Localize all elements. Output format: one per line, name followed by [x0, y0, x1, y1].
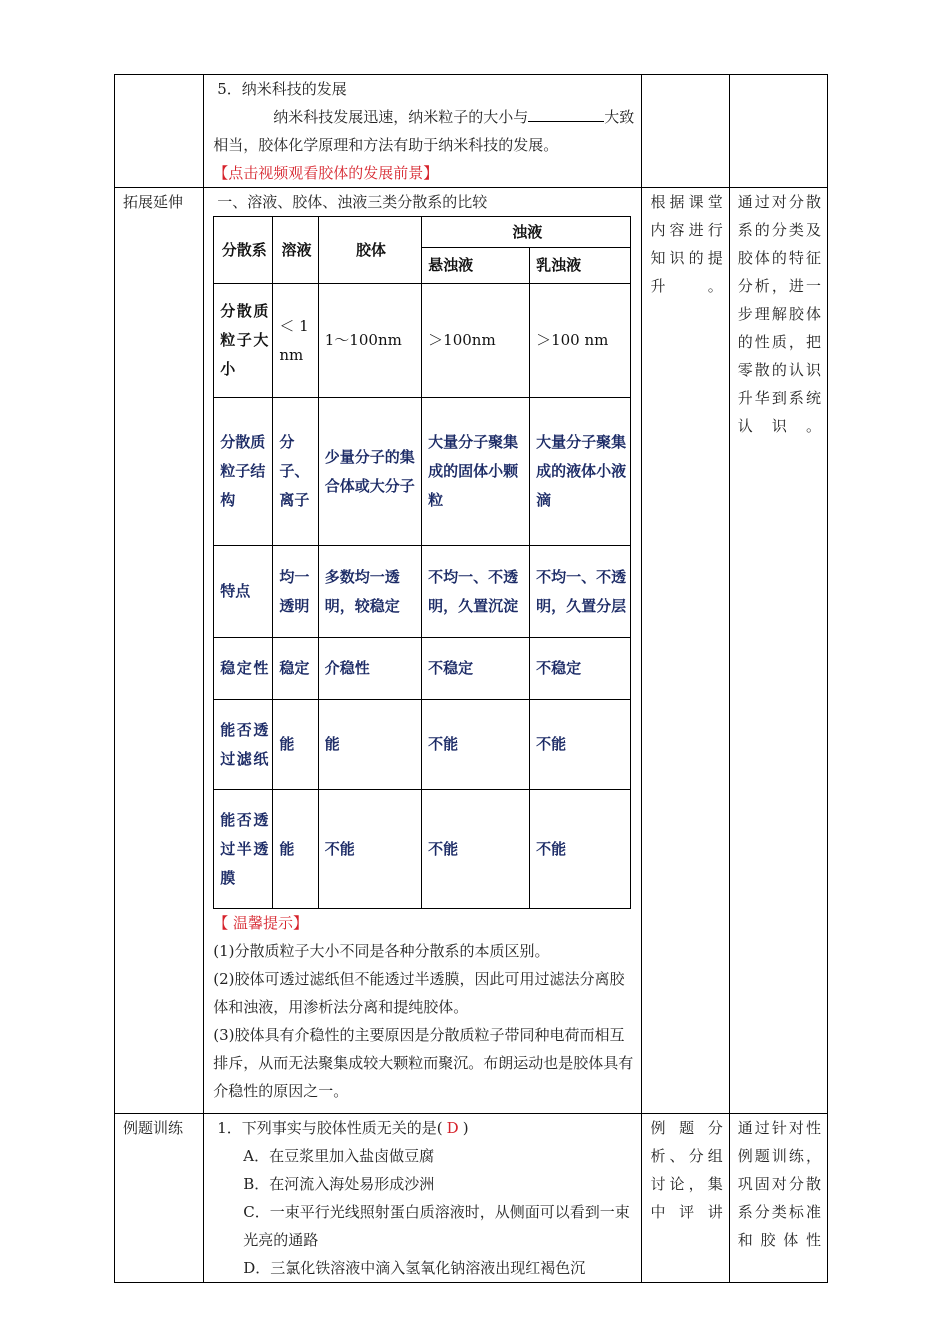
example-question: 1．下列事实与胶体性质无关的是( D ) [217, 1119, 469, 1137]
cell-suspension-size: ＞100nm [422, 284, 530, 398]
video-link[interactable]: 【点击视频观看胶体的发展前景】 [213, 164, 439, 182]
option-b[interactable]: B．在河流入海处易形成沙洲 [243, 1175, 435, 1193]
row-extend-activity: 根据课堂内容进行知识的提升。 [642, 188, 729, 1114]
cell-emulsion-feature: 不均一、不透明，久置分层 [530, 546, 631, 638]
row-example [115, 1114, 828, 1283]
row-nano [115, 75, 828, 188]
cell-colloid-stability: 介稳性 [318, 638, 421, 700]
row-nano-label-cell [115, 75, 204, 188]
row-nano-content [204, 75, 642, 188]
option-c[interactable]: C．一束平行光线照射蛋白质溶液时，从侧面可以看到一束光亮的通路 [243, 1203, 630, 1249]
tip-title: 【 温馨提示】 [213, 914, 309, 932]
lesson-plan-table [114, 74, 828, 1283]
cell-colloid-structure: 少量分子的集合体或大分子 [318, 398, 421, 546]
row-nano-purpose-cell [729, 75, 827, 188]
comparison-table [213, 216, 631, 909]
nano-heading: 5．纳米科技的发展 [217, 80, 347, 98]
row-extend [115, 188, 828, 1114]
cell-colloid-size: 1～100nm [318, 284, 421, 398]
cell-emulsion-membrane: 不能 [530, 790, 631, 909]
cell-solution-structure: 分子、离子 [273, 398, 318, 546]
cell-suspension-structure: 大量分子聚集成的固体小颗粒 [422, 398, 530, 546]
cell-colloid-feature: 多数均一透明，较稳定 [318, 546, 421, 638]
row-label-size: 分散质粒子大小 [214, 284, 273, 398]
header-colloid: 胶体 [318, 217, 421, 284]
header-emulsion: 乳浊液 [530, 248, 631, 284]
tip-2: (2)胶体可透过滤纸但不能透过半透膜，因此可用过滤法分离胶体和浊液，用渗析法分离和提纯胶体。 [213, 970, 625, 1016]
row-extend-label: 拓展延伸 [115, 188, 204, 1114]
table-row [214, 398, 631, 546]
row-label-feature: 特点 [214, 546, 273, 638]
header-dispersion: 分散系 [214, 217, 273, 284]
cell-solution-membrane: 能 [273, 790, 318, 909]
cell-suspension-filter: 不能 [422, 700, 530, 790]
table-row [214, 638, 631, 700]
row-extend-purpose: 通过对分散系的分类及胶体的特征分析，进一步理解胶体的性质，把零散的认识升华到系统认识。 [729, 188, 827, 1114]
tip-1: (1)分散质粒子大小不同是各种分散系的本质区别。 [213, 942, 550, 960]
cell-solution-filter: 能 [273, 700, 318, 790]
cell-suspension-stability: 不稳定 [422, 638, 530, 700]
row-label-structure: 分散质粒子结构 [214, 398, 273, 546]
header-turbid: 浊液 [422, 217, 631, 248]
cell-suspension-feature: 不均一、不透明，久置沉淀 [422, 546, 530, 638]
cell-colloid-filter: 能 [318, 700, 421, 790]
row-nano-activity-cell [642, 75, 729, 188]
fill-blank[interactable] [528, 105, 604, 122]
row-example-purpose: 通过针对性例题训练，巩固对分散系分类标准和胶体性 [729, 1114, 827, 1283]
cell-emulsion-stability: 不稳定 [530, 638, 631, 700]
cell-emulsion-size: ＞100 nm [530, 284, 631, 398]
nano-paragraph: 纳米科技发展迅速，纳米粒子的大小与 大致相当，胶体化学原理和方法有助于纳米科技的发展。 [213, 103, 635, 159]
row-example-content [204, 1114, 642, 1283]
row-label-stability: 稳定性 [214, 638, 273, 700]
row-example-activity: 例题分析、分组讨论，集中评讲 [642, 1114, 729, 1283]
header-suspension: 悬浊液 [422, 248, 530, 284]
option-d[interactable]: D．三氯化铁溶液中滴入氢氧化钠溶液出现红褐色沉 [243, 1259, 586, 1277]
cell-solution-feature: 均一透明 [273, 546, 318, 638]
cell-solution-stability: 稳定 [273, 638, 318, 700]
table-row [214, 546, 631, 638]
row-extend-content [204, 188, 642, 1114]
table-row [214, 700, 631, 790]
option-a[interactable]: A．在豆浆里加入盐卤做豆腐 [243, 1147, 435, 1165]
header-solution: 溶液 [273, 217, 318, 284]
table-row [214, 284, 631, 398]
table-row [214, 790, 631, 909]
row-example-label: 例题训练 [115, 1114, 204, 1283]
cell-colloid-membrane: 不能 [318, 790, 421, 909]
cell-solution-size: ＜ 1 nm [273, 284, 318, 398]
cell-emulsion-filter: 不能 [530, 700, 631, 790]
comparison-title: 一、溶液、胶体、浊液三类分散系的比较 [217, 193, 488, 211]
row-label-membrane: 能否透过半透膜 [214, 790, 273, 909]
answer-mark: D [446, 1119, 459, 1137]
row-label-filter-paper: 能否透过滤纸 [214, 700, 273, 790]
cell-emulsion-structure: 大量分子聚集成的液体小液滴 [530, 398, 631, 546]
cell-suspension-membrane: 不能 [422, 790, 530, 909]
tip-3: (3)胶体具有介稳性的主要原因是分散质粒子带同种电荷而相互排斥，从而无法聚集成较大颗粒而聚沉。布朗运动也是胶体具有介稳性的原因之一。 [213, 1026, 634, 1100]
